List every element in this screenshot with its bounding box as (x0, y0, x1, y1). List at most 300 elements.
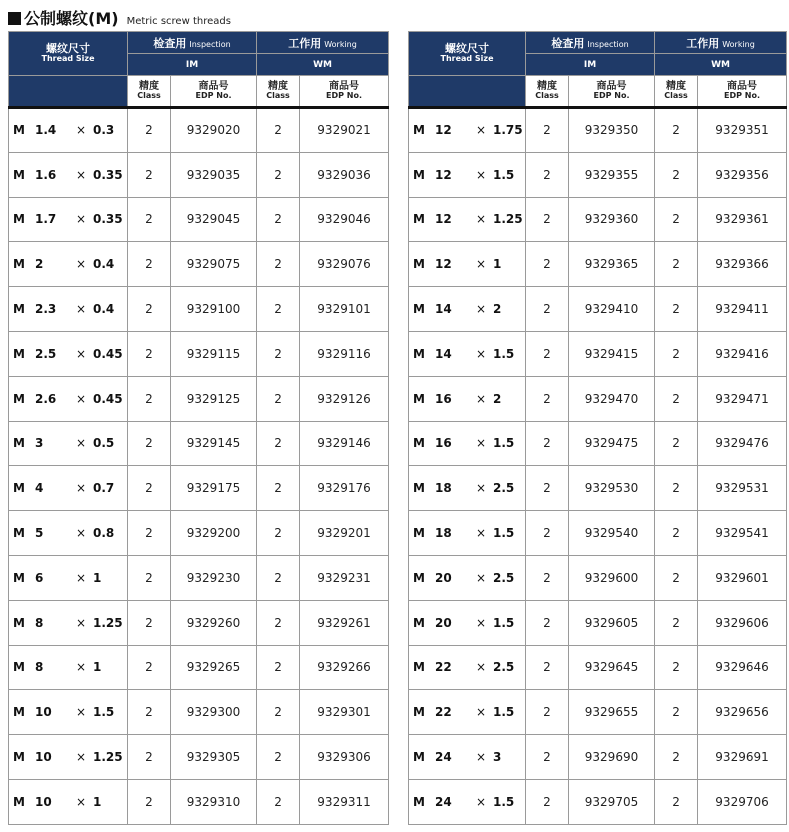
thread-pitch: 2 (493, 302, 502, 317)
im-class-cell: 2 (128, 466, 171, 511)
wm-class-cell: 2 (655, 376, 698, 421)
thread-times-sign: × (75, 526, 87, 541)
thread-times-sign: × (75, 391, 87, 406)
thread-diameter: 24 (435, 794, 452, 809)
im-class-cell: 2 (526, 690, 569, 735)
thread-size-cell (9, 690, 128, 735)
wm-class-cell: 2 (257, 242, 300, 287)
wm-edp-cell: 9329351 (698, 108, 787, 153)
thread-size-cell (9, 331, 128, 376)
thread-times-sign: × (75, 750, 87, 765)
im-edp-cell: 9329230 (171, 555, 257, 600)
thread-size-cell (9, 376, 128, 421)
thread-pitch: 0.35 (93, 167, 123, 182)
thread-diameter: 14 (435, 346, 452, 361)
wm-edp-cell: 9329231 (300, 555, 389, 600)
inspection-header-cn: 检查用 (153, 36, 187, 50)
im-class-cell: 2 (128, 690, 171, 735)
wm-class-cell: 2 (655, 779, 698, 824)
im-edp-cell: 9329645 (569, 645, 655, 690)
wm-class-cell: 2 (655, 555, 698, 600)
im-class-header (128, 76, 171, 108)
wm-edp-cell: 9329176 (300, 466, 389, 511)
im-edp-cell: 9329470 (569, 376, 655, 421)
table-row (9, 600, 389, 645)
im-edp-cell: 9329305 (171, 735, 257, 780)
table-body-right (409, 108, 787, 825)
thread-diameter: 16 (435, 436, 452, 451)
thread-prefix: M (13, 794, 25, 809)
table-body-left (9, 108, 389, 825)
thread-prefix: M (413, 794, 425, 809)
table-row (409, 690, 787, 735)
thread-prefix: M (13, 570, 25, 585)
thread-pitch: 1.5 (493, 526, 515, 541)
thread-pitch: 1.75 (493, 123, 523, 138)
thread-pitch: 2.5 (493, 660, 515, 675)
thread-prefix: M (413, 660, 425, 675)
table-row (409, 376, 787, 421)
im-class-cell: 2 (526, 197, 569, 242)
wm-class-cell: 2 (257, 466, 300, 511)
thread-pitch: 1.25 (93, 750, 123, 765)
thread-diameter: 20 (435, 615, 452, 630)
im-edp-cell: 9329035 (171, 152, 257, 197)
wm-edp-cell: 9329601 (698, 555, 787, 600)
thread-prefix: M (13, 123, 25, 138)
im-edp-header (569, 76, 655, 108)
thread-diameter: 18 (435, 481, 452, 496)
thread-pitch: 0.7 (93, 481, 115, 496)
wm-edp-cell: 9329541 (698, 511, 787, 556)
table-row (409, 421, 787, 466)
thread-pitch: 1.25 (93, 615, 123, 630)
inspection-header-en: Inspection (587, 39, 629, 49)
im-class-cell: 2 (526, 331, 569, 376)
thread-times-sign: × (475, 615, 487, 630)
wm-edp-cell: 9329411 (698, 287, 787, 332)
im-class-header-cn: 精度 (537, 80, 557, 92)
thread-prefix: M (413, 526, 425, 541)
thread-diameter: 22 (435, 705, 452, 720)
page-title (8, 6, 231, 28)
table-row (409, 466, 787, 511)
wm-edp-cell: 9329366 (698, 242, 787, 287)
thread-size-cell (409, 287, 526, 332)
thread-prefix: M (413, 346, 425, 361)
wm-edp-cell: 9329261 (300, 600, 389, 645)
thread-size-cell (409, 108, 526, 153)
thread-pitch: 1.5 (493, 705, 515, 720)
wm-class-cell: 2 (257, 690, 300, 735)
im-edp-cell: 9329260 (171, 600, 257, 645)
thread-size-cell (409, 331, 526, 376)
wm-edp-header (698, 76, 787, 108)
working-header (655, 32, 787, 54)
thread-diameter: 6 (35, 570, 44, 585)
thread-size-cell (9, 197, 128, 242)
wm-class-cell: 2 (655, 108, 698, 153)
im-class-header (526, 76, 569, 108)
wm-class-cell: 2 (257, 331, 300, 376)
thread-prefix: M (13, 346, 25, 361)
wm-class-cell: 2 (655, 645, 698, 690)
im-edp-cell: 9329530 (569, 466, 655, 511)
table-row (9, 197, 389, 242)
wm-edp-cell: 9329046 (300, 197, 389, 242)
thread-prefix: M (413, 123, 425, 138)
table-row (409, 779, 787, 824)
im-edp-cell: 9329360 (569, 197, 655, 242)
thread-prefix: M (13, 257, 25, 272)
inspection-header-en: Inspection (189, 39, 231, 49)
table-row (409, 152, 787, 197)
thread-size-header-en: Thread Size (41, 54, 95, 64)
thread-prefix: M (413, 750, 425, 765)
im-class-cell: 2 (128, 735, 171, 780)
thread-pitch: 3 (493, 750, 502, 765)
table-row (9, 735, 389, 780)
thread-diameter: 22 (435, 660, 452, 675)
wm-edp-cell: 9329476 (698, 421, 787, 466)
thread-size-cell (9, 555, 128, 600)
thread-prefix: M (413, 436, 425, 451)
table-row (409, 242, 787, 287)
im-edp-cell: 9329020 (171, 108, 257, 153)
thread-prefix: M (13, 481, 25, 496)
thread-size-cell (9, 600, 128, 645)
wm-edp-cell: 9329356 (698, 152, 787, 197)
thread-diameter: 12 (435, 123, 452, 138)
thread-pitch: 1 (93, 570, 102, 585)
thread-times-sign: × (475, 794, 487, 809)
thread-times-sign: × (75, 436, 87, 451)
thread-pitch: 1.5 (93, 705, 115, 720)
thread-size-cell (9, 242, 128, 287)
im-class-cell: 2 (526, 466, 569, 511)
wm-class-cell: 2 (257, 152, 300, 197)
im-class-cell: 2 (128, 645, 171, 690)
thread-size-cell (409, 376, 526, 421)
thread-times-sign: × (75, 615, 87, 630)
thread-size-cell (9, 287, 128, 332)
im-class-header-en: Class (137, 91, 161, 101)
wm-edp-cell: 9329471 (698, 376, 787, 421)
thread-size-cell (409, 779, 526, 824)
thread-times-sign: × (475, 705, 487, 720)
im-class-cell: 2 (128, 287, 171, 332)
im-class-cell: 2 (526, 152, 569, 197)
im-class-cell: 2 (128, 600, 171, 645)
im-edp-cell: 9329045 (171, 197, 257, 242)
thread-diameter: 2 (35, 257, 44, 272)
wm-class-cell: 2 (655, 331, 698, 376)
im-class-cell: 2 (526, 600, 569, 645)
im-class-cell: 2 (128, 555, 171, 600)
thread-prefix: M (13, 391, 25, 406)
wm-class-header (257, 76, 300, 108)
thread-times-sign: × (475, 481, 487, 496)
im-edp-cell: 9329690 (569, 735, 655, 780)
table-row (409, 331, 787, 376)
thread-pitch: 0.3 (93, 123, 115, 138)
im-edp-cell: 9329125 (171, 376, 257, 421)
thread-size-header-spacer (9, 76, 128, 108)
thread-pitch: 1.25 (493, 212, 523, 227)
im-code-header: IM (526, 54, 655, 76)
im-class-header-en: Class (535, 91, 559, 101)
table-row (409, 287, 787, 332)
thread-times-sign: × (475, 346, 487, 361)
im-class-cell: 2 (128, 331, 171, 376)
thread-size-cell (9, 466, 128, 511)
table-row (409, 511, 787, 556)
im-class-cell: 2 (128, 152, 171, 197)
wm-edp-header-en: EDP No. (326, 91, 363, 101)
thread-diameter: 12 (435, 212, 452, 227)
working-header-en: Working (722, 39, 755, 49)
thread-times-sign: × (475, 436, 487, 451)
thread-diameter: 1.7 (35, 212, 57, 227)
title-english: Metric screw threads (126, 16, 231, 27)
thread-pitch: 1.5 (493, 436, 515, 451)
wm-class-cell: 2 (655, 421, 698, 466)
wm-edp-cell: 9329126 (300, 376, 389, 421)
thread-pitch: 1.5 (493, 615, 515, 630)
im-edp-cell: 9329355 (569, 152, 655, 197)
thread-pitch: 1 (93, 794, 102, 809)
im-class-cell: 2 (526, 555, 569, 600)
wm-class-cell: 2 (257, 735, 300, 780)
thread-pitch: 0.4 (93, 302, 115, 317)
thread-diameter: 1.4 (35, 123, 57, 138)
table-row (9, 331, 389, 376)
working-header (257, 32, 389, 54)
wm-class-header-en: Class (266, 91, 290, 101)
wm-edp-cell: 9329306 (300, 735, 389, 780)
wm-class-header-cn: 精度 (666, 80, 687, 92)
thread-size-cell (9, 645, 128, 690)
wm-edp-cell: 9329646 (698, 645, 787, 690)
im-edp-cell: 9329100 (171, 287, 257, 332)
wm-code-header: WM (655, 54, 787, 76)
im-class-cell: 2 (128, 421, 171, 466)
thread-diameter: 10 (35, 705, 52, 720)
im-class-cell: 2 (526, 779, 569, 824)
thread-times-sign: × (475, 750, 487, 765)
im-class-cell: 2 (526, 421, 569, 466)
thread-size-cell (409, 690, 526, 735)
im-edp-cell: 9329475 (569, 421, 655, 466)
wm-edp-header-cn: 商品号 (329, 80, 360, 92)
wm-class-cell: 2 (257, 600, 300, 645)
im-edp-cell: 9329365 (569, 242, 655, 287)
im-edp-cell: 9329265 (171, 645, 257, 690)
thread-size-cell (409, 735, 526, 780)
thread-times-sign: × (75, 794, 87, 809)
thread-size-cell (9, 108, 128, 153)
table-row (409, 600, 787, 645)
thread-size-header-spacer (409, 76, 526, 108)
thread-pitch: 0.45 (93, 391, 123, 406)
table-row (9, 108, 389, 153)
thread-prefix: M (413, 615, 425, 630)
im-class-cell: 2 (526, 287, 569, 332)
thread-pitch: 1.5 (493, 167, 515, 182)
im-edp-cell: 9329415 (569, 331, 655, 376)
table-row (409, 735, 787, 780)
thread-diameter: 20 (435, 570, 452, 585)
thread-times-sign: × (75, 346, 87, 361)
thread-prefix: M (13, 615, 25, 630)
thread-times-sign: × (75, 705, 87, 720)
thread-prefix: M (13, 660, 25, 675)
wm-class-cell: 2 (257, 511, 300, 556)
wm-class-cell: 2 (257, 779, 300, 824)
thread-diameter: 2.5 (35, 346, 57, 361)
wm-class-cell: 2 (655, 600, 698, 645)
thread-times-sign: × (75, 570, 87, 585)
table-row (9, 555, 389, 600)
wm-class-cell: 2 (257, 108, 300, 153)
thread-times-sign: × (75, 481, 87, 496)
table-row (9, 466, 389, 511)
im-edp-cell: 9329115 (171, 331, 257, 376)
im-edp-header-en: EDP No. (593, 91, 630, 101)
thread-times-sign: × (475, 526, 487, 541)
working-header-en: Working (324, 39, 357, 49)
wm-class-cell: 2 (655, 735, 698, 780)
table-row (9, 779, 389, 824)
wm-code-header: WM (257, 54, 389, 76)
table-row (9, 645, 389, 690)
wm-class-cell: 2 (655, 197, 698, 242)
im-edp-cell: 9329655 (569, 690, 655, 735)
wm-edp-cell: 9329021 (300, 108, 389, 153)
thread-times-sign: × (475, 302, 487, 317)
table-row (9, 242, 389, 287)
wm-class-cell: 2 (257, 287, 300, 332)
wm-edp-cell: 9329266 (300, 645, 389, 690)
thread-size-header (409, 32, 526, 76)
thread-prefix: M (413, 570, 425, 585)
wm-edp-cell: 9329531 (698, 466, 787, 511)
thread-size-cell (409, 466, 526, 511)
thread-size-cell (409, 511, 526, 556)
im-class-cell: 2 (526, 108, 569, 153)
thread-diameter: 3 (35, 436, 44, 451)
thread-size-cell (409, 600, 526, 645)
thread-times-sign: × (75, 212, 87, 227)
thread-times-sign: × (75, 167, 87, 182)
thread-table-left (8, 31, 389, 825)
thread-prefix: M (13, 526, 25, 541)
table-row (9, 376, 389, 421)
thread-pitch: 1.5 (493, 794, 515, 809)
wm-class-cell: 2 (655, 242, 698, 287)
im-edp-cell: 9329605 (569, 600, 655, 645)
im-edp-header-cn: 商品号 (198, 80, 229, 92)
im-class-header-cn: 精度 (139, 80, 159, 92)
thread-prefix: M (13, 436, 25, 451)
wm-class-header-cn: 精度 (268, 80, 289, 92)
thread-prefix: M (13, 167, 25, 182)
wm-edp-cell: 9329301 (300, 690, 389, 735)
im-edp-cell: 9329410 (569, 287, 655, 332)
im-edp-header-cn: 商品号 (596, 80, 627, 92)
im-edp-cell: 9329350 (569, 108, 655, 153)
thread-diameter: 12 (435, 257, 452, 272)
thread-prefix: M (413, 302, 425, 317)
im-class-cell: 2 (128, 511, 171, 556)
thread-times-sign: × (475, 257, 487, 272)
table-row (9, 421, 389, 466)
im-class-cell: 2 (128, 197, 171, 242)
thread-times-sign: × (475, 660, 487, 675)
wm-edp-cell: 9329691 (698, 735, 787, 780)
working-header-cn: 工作用 (686, 36, 720, 50)
thread-times-sign: × (75, 257, 87, 272)
thread-pitch: 2.5 (493, 481, 515, 496)
inspection-header (526, 32, 655, 54)
thread-diameter: 12 (435, 167, 452, 182)
thread-size-cell (9, 152, 128, 197)
thread-diameter: 1.6 (35, 167, 57, 182)
im-code-header: IM (128, 54, 257, 76)
im-class-cell: 2 (526, 242, 569, 287)
im-edp-cell: 9329175 (171, 466, 257, 511)
thread-size-header (9, 32, 128, 76)
thread-size-cell (409, 242, 526, 287)
thread-size-cell (9, 421, 128, 466)
im-edp-cell: 9329705 (569, 779, 655, 824)
thread-pitch: 2 (493, 391, 502, 406)
working-header-cn: 工作用 (288, 36, 322, 50)
wm-class-header (655, 76, 698, 108)
table-row (409, 645, 787, 690)
thread-prefix: M (413, 167, 425, 182)
wm-class-cell: 2 (655, 511, 698, 556)
table-row (409, 555, 787, 600)
im-edp-cell: 9329600 (569, 555, 655, 600)
wm-edp-cell: 9329116 (300, 331, 389, 376)
thread-diameter: 8 (35, 615, 44, 630)
im-class-cell: 2 (128, 108, 171, 153)
thread-size-cell (409, 421, 526, 466)
thread-pitch: 0.4 (93, 257, 115, 272)
table-row (409, 108, 787, 153)
thread-times-sign: × (75, 302, 87, 317)
table-row (409, 197, 787, 242)
thread-pitch: 2.5 (493, 570, 515, 585)
thread-prefix: M (413, 391, 425, 406)
thread-pitch: 0.35 (93, 212, 123, 227)
thread-times-sign: × (475, 167, 487, 182)
thread-diameter: 14 (435, 302, 452, 317)
thread-size-cell (409, 197, 526, 242)
wm-class-cell: 2 (257, 555, 300, 600)
table-row (9, 287, 389, 332)
thread-table-right (408, 31, 787, 825)
thread-diameter: 2.3 (35, 302, 57, 317)
im-edp-cell: 9329075 (171, 242, 257, 287)
thread-prefix: M (413, 481, 425, 496)
table-row (9, 511, 389, 556)
thread-size-cell (409, 555, 526, 600)
thread-diameter: 2.6 (35, 391, 57, 406)
thread-diameter: 4 (35, 481, 44, 496)
im-edp-cell: 9329300 (171, 690, 257, 735)
